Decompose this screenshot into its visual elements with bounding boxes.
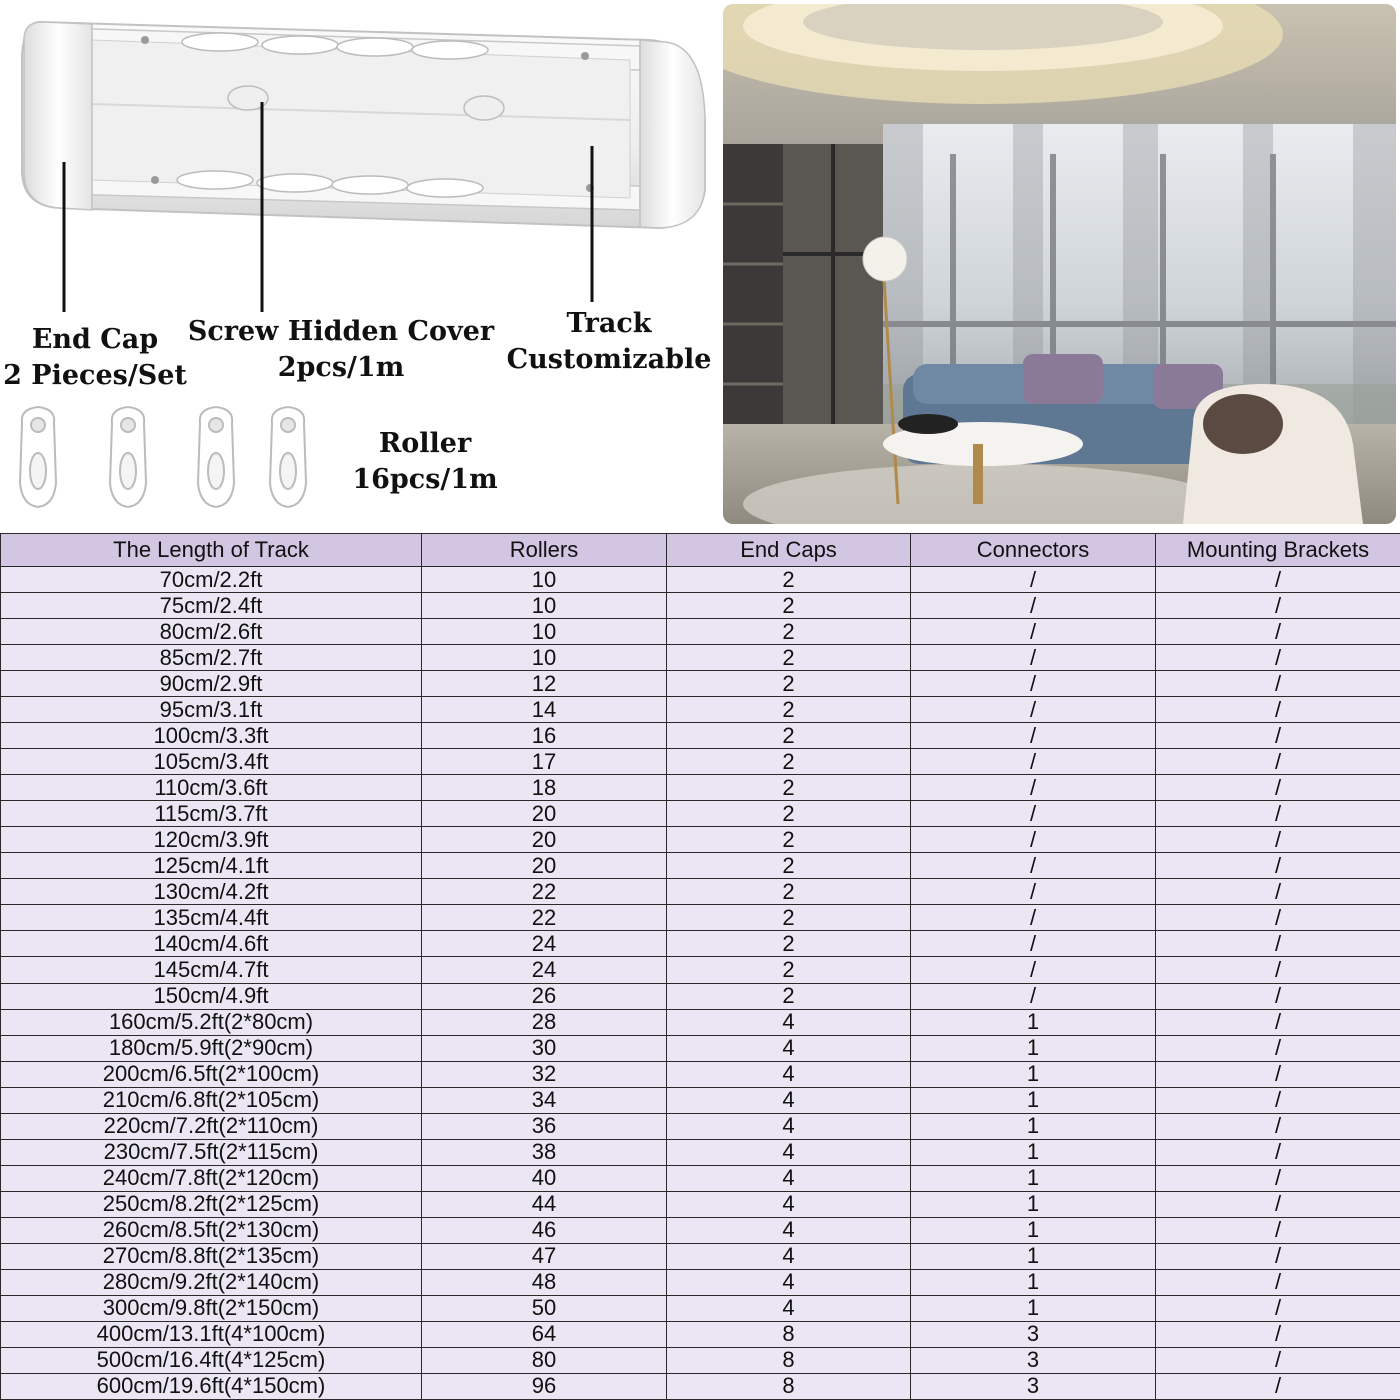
cell-end-caps: 2 bbox=[667, 931, 911, 957]
cell-length: 230cm/7.5ft(2*115cm) bbox=[1, 1139, 422, 1165]
cell-mounting-brackets: / bbox=[1156, 723, 1400, 749]
cell-mounting-brackets: / bbox=[1156, 1165, 1400, 1191]
cell-end-caps: 2 bbox=[667, 905, 911, 931]
cell-connectors: 1 bbox=[911, 1165, 1156, 1191]
cell-rollers: 10 bbox=[422, 645, 667, 671]
cell-length: 250cm/8.2ft(2*125cm) bbox=[1, 1191, 422, 1217]
cell-rollers: 64 bbox=[422, 1321, 667, 1347]
cell-mounting-brackets: / bbox=[1156, 645, 1400, 671]
cell-end-caps: 2 bbox=[667, 853, 911, 879]
cell-mounting-brackets: / bbox=[1156, 1035, 1400, 1061]
cell-rollers: 20 bbox=[422, 853, 667, 879]
cell-length: 200cm/6.5ft(2*100cm) bbox=[1, 1061, 422, 1087]
cell-connectors: 1 bbox=[911, 1243, 1156, 1269]
table-row bbox=[1, 1035, 1400, 1061]
end-cap-title: End Cap bbox=[31, 324, 159, 355]
cell-length: 135cm/4.4ft bbox=[1, 905, 422, 931]
table-row bbox=[1, 957, 1400, 983]
table-header-row bbox=[1, 534, 1400, 567]
table-row bbox=[1, 775, 1400, 801]
cell-connectors: 1 bbox=[911, 1191, 1156, 1217]
end-cap-left bbox=[24, 22, 92, 210]
track-note: Customizable bbox=[506, 344, 712, 375]
cell-mounting-brackets: / bbox=[1156, 983, 1400, 1009]
table-row bbox=[1, 1191, 1400, 1217]
cell-mounting-brackets: / bbox=[1156, 1087, 1400, 1113]
cell-length: 130cm/4.2ft bbox=[1, 879, 422, 905]
cell-rollers: 10 bbox=[422, 619, 667, 645]
cell-connectors: / bbox=[911, 723, 1156, 749]
table-row bbox=[1, 801, 1400, 827]
cell-mounting-brackets: / bbox=[1156, 827, 1400, 853]
cell-rollers: 44 bbox=[422, 1191, 667, 1217]
track-label bbox=[500, 306, 718, 378]
cell-end-caps: 2 bbox=[667, 879, 911, 905]
cell-rollers: 40 bbox=[422, 1165, 667, 1191]
end-cap-label bbox=[0, 322, 190, 394]
cell-end-caps: 4 bbox=[667, 1295, 911, 1321]
header-connectors: Connectors bbox=[911, 534, 1156, 567]
cell-length: 210cm/6.8ft(2*105cm) bbox=[1, 1087, 422, 1113]
cell-end-caps: 8 bbox=[667, 1373, 911, 1399]
cell-length: 280cm/9.2ft(2*140cm) bbox=[1, 1269, 422, 1295]
table-row bbox=[1, 853, 1400, 879]
table-row bbox=[1, 723, 1400, 749]
cell-length: 90cm/2.9ft bbox=[1, 671, 422, 697]
cell-end-caps: 2 bbox=[667, 671, 911, 697]
cell-length: 300cm/9.8ft(2*150cm) bbox=[1, 1295, 422, 1321]
cell-length: 125cm/4.1ft bbox=[1, 853, 422, 879]
cell-mounting-brackets: / bbox=[1156, 1295, 1400, 1321]
cell-length: 400cm/13.1ft(4*100cm) bbox=[1, 1321, 422, 1347]
screw-cover-quantity: 2pcs/1m bbox=[277, 352, 405, 383]
cell-connectors: / bbox=[911, 853, 1156, 879]
cell-rollers: 12 bbox=[422, 671, 667, 697]
table-row bbox=[1, 1295, 1400, 1321]
cell-rollers: 22 bbox=[422, 879, 667, 905]
roller-title: Roller bbox=[378, 428, 472, 459]
cell-rollers: 10 bbox=[422, 593, 667, 619]
table-row bbox=[1, 905, 1400, 931]
cell-mounting-brackets: / bbox=[1156, 1217, 1400, 1243]
spec-table bbox=[0, 533, 1400, 1400]
header-length: The Length of Track bbox=[1, 534, 422, 567]
cell-end-caps: 4 bbox=[667, 1191, 911, 1217]
cell-length: 600cm/19.6ft(4*150cm) bbox=[1, 1373, 422, 1399]
cell-length: 85cm/2.7ft bbox=[1, 645, 422, 671]
cell-end-caps: 4 bbox=[667, 1139, 911, 1165]
header-rollers: Rollers bbox=[422, 534, 667, 567]
cell-rollers: 32 bbox=[422, 1061, 667, 1087]
table-row bbox=[1, 645, 1400, 671]
table-row bbox=[1, 619, 1400, 645]
cell-rollers: 48 bbox=[422, 1269, 667, 1295]
cell-connectors: / bbox=[911, 567, 1156, 593]
cell-length: 95cm/3.1ft bbox=[1, 697, 422, 723]
table-body bbox=[1, 567, 1400, 1400]
cell-end-caps: 2 bbox=[667, 593, 911, 619]
cell-length: 260cm/8.5ft(2*130cm) bbox=[1, 1217, 422, 1243]
cell-rollers: 20 bbox=[422, 827, 667, 853]
cell-end-caps: 2 bbox=[667, 801, 911, 827]
table-row bbox=[1, 931, 1400, 957]
cell-end-caps: 2 bbox=[667, 619, 911, 645]
cell-length: 220cm/7.2ft(2*110cm) bbox=[1, 1113, 422, 1139]
cell-end-caps: 2 bbox=[667, 749, 911, 775]
cell-end-caps: 2 bbox=[667, 645, 911, 671]
cell-mounting-brackets: / bbox=[1156, 1243, 1400, 1269]
table-row bbox=[1, 1009, 1400, 1035]
cell-length: 150cm/4.9ft bbox=[1, 983, 422, 1009]
cell-connectors: / bbox=[911, 749, 1156, 775]
cell-end-caps: 2 bbox=[667, 697, 911, 723]
cell-rollers: 18 bbox=[422, 775, 667, 801]
cell-mounting-brackets: / bbox=[1156, 671, 1400, 697]
living-room-illustration bbox=[723, 4, 1396, 524]
cell-connectors: / bbox=[911, 697, 1156, 723]
header-mounting-brackets: Mounting Brackets bbox=[1156, 534, 1400, 567]
cell-end-caps: 4 bbox=[667, 1217, 911, 1243]
table-row bbox=[1, 1087, 1400, 1113]
cell-connectors: / bbox=[911, 593, 1156, 619]
cell-mounting-brackets: / bbox=[1156, 1113, 1400, 1139]
cell-mounting-brackets: / bbox=[1156, 801, 1400, 827]
cell-length: 75cm/2.4ft bbox=[1, 593, 422, 619]
table-row bbox=[1, 983, 1400, 1009]
cell-mounting-brackets: / bbox=[1156, 1191, 1400, 1217]
table-row bbox=[1, 1269, 1400, 1295]
cell-connectors: 1 bbox=[911, 1061, 1156, 1087]
cell-mounting-brackets: / bbox=[1156, 879, 1400, 905]
cell-end-caps: 4 bbox=[667, 1087, 911, 1113]
table-row bbox=[1, 1217, 1400, 1243]
cell-length: 80cm/2.6ft bbox=[1, 619, 422, 645]
roller-icons bbox=[0, 405, 330, 515]
table-row bbox=[1, 1373, 1400, 1399]
table-row bbox=[1, 1321, 1400, 1347]
cell-length: 140cm/4.6ft bbox=[1, 931, 422, 957]
cell-mounting-brackets: / bbox=[1156, 1009, 1400, 1035]
cell-connectors: 1 bbox=[911, 1009, 1156, 1035]
table-row bbox=[1, 879, 1400, 905]
cell-connectors: 3 bbox=[911, 1373, 1156, 1399]
cell-connectors: 1 bbox=[911, 1113, 1156, 1139]
roller-quantity: 16pcs/1m bbox=[352, 464, 498, 495]
cell-mounting-brackets: / bbox=[1156, 957, 1400, 983]
cell-rollers: 30 bbox=[422, 1035, 667, 1061]
table-row bbox=[1, 1139, 1400, 1165]
table-row bbox=[1, 1061, 1400, 1087]
cell-connectors: / bbox=[911, 775, 1156, 801]
cell-connectors: / bbox=[911, 905, 1156, 931]
screw-cover-label bbox=[182, 314, 500, 386]
screw-cover-title: Screw Hidden Cover bbox=[187, 316, 495, 347]
cell-length: 100cm/3.3ft bbox=[1, 723, 422, 749]
cell-length: 500cm/16.4ft(4*125cm) bbox=[1, 1347, 422, 1373]
cell-mounting-brackets: / bbox=[1156, 1139, 1400, 1165]
cell-connectors: 1 bbox=[911, 1217, 1156, 1243]
living-room-photo bbox=[723, 4, 1396, 524]
table-row bbox=[1, 1347, 1400, 1373]
cell-connectors: 1 bbox=[911, 1295, 1156, 1321]
cell-connectors: / bbox=[911, 801, 1156, 827]
cell-length: 180cm/5.9ft(2*90cm) bbox=[1, 1035, 422, 1061]
table-row bbox=[1, 671, 1400, 697]
header-end-caps: End Caps bbox=[667, 534, 911, 567]
cell-rollers: 24 bbox=[422, 957, 667, 983]
end-cap-right bbox=[640, 40, 705, 228]
cell-end-caps: 2 bbox=[667, 567, 911, 593]
cell-end-caps: 4 bbox=[667, 1035, 911, 1061]
cell-connectors: / bbox=[911, 957, 1156, 983]
cell-length: 115cm/3.7ft bbox=[1, 801, 422, 827]
cell-connectors: / bbox=[911, 879, 1156, 905]
cell-connectors: / bbox=[911, 645, 1156, 671]
cell-connectors: / bbox=[911, 931, 1156, 957]
cell-end-caps: 4 bbox=[667, 1269, 911, 1295]
cell-mounting-brackets: / bbox=[1156, 905, 1400, 931]
table-row bbox=[1, 1113, 1400, 1139]
cell-mounting-brackets: / bbox=[1156, 567, 1400, 593]
cell-end-caps: 4 bbox=[667, 1113, 911, 1139]
cell-connectors: / bbox=[911, 619, 1156, 645]
product-diagram bbox=[0, 0, 718, 530]
table-row bbox=[1, 593, 1400, 619]
cell-rollers: 80 bbox=[422, 1347, 667, 1373]
cell-mounting-brackets: / bbox=[1156, 853, 1400, 879]
table-row bbox=[1, 697, 1400, 723]
cell-length: 110cm/3.6ft bbox=[1, 775, 422, 801]
cell-rollers: 34 bbox=[422, 1087, 667, 1113]
cell-rollers: 22 bbox=[422, 905, 667, 931]
table-row bbox=[1, 1165, 1400, 1191]
cell-connectors: / bbox=[911, 827, 1156, 853]
track-title: Track bbox=[566, 308, 652, 339]
cell-end-caps: 4 bbox=[667, 1009, 911, 1035]
cell-length: 120cm/3.9ft bbox=[1, 827, 422, 853]
cell-rollers: 38 bbox=[422, 1139, 667, 1165]
cell-rollers: 10 bbox=[422, 567, 667, 593]
cell-end-caps: 2 bbox=[667, 957, 911, 983]
cell-mounting-brackets: / bbox=[1156, 931, 1400, 957]
roller-label bbox=[340, 426, 510, 498]
cell-end-caps: 4 bbox=[667, 1165, 911, 1191]
cell-connectors: 1 bbox=[911, 1139, 1156, 1165]
cell-length: 270cm/8.8ft(2*135cm) bbox=[1, 1243, 422, 1269]
cell-length: 160cm/5.2ft(2*80cm) bbox=[1, 1009, 422, 1035]
cell-connectors: 3 bbox=[911, 1347, 1156, 1373]
table-row bbox=[1, 827, 1400, 853]
cell-mounting-brackets: / bbox=[1156, 1373, 1400, 1399]
cell-rollers: 46 bbox=[422, 1217, 667, 1243]
cell-rollers: 14 bbox=[422, 697, 667, 723]
cell-connectors: 3 bbox=[911, 1321, 1156, 1347]
cell-mounting-brackets: / bbox=[1156, 1321, 1400, 1347]
cell-mounting-brackets: / bbox=[1156, 1347, 1400, 1373]
cell-mounting-brackets: / bbox=[1156, 775, 1400, 801]
cell-rollers: 20 bbox=[422, 801, 667, 827]
cell-length: 145cm/4.7ft bbox=[1, 957, 422, 983]
cell-length: 240cm/7.8ft(2*120cm) bbox=[1, 1165, 422, 1191]
table-row bbox=[1, 1243, 1400, 1269]
cell-rollers: 28 bbox=[422, 1009, 667, 1035]
cell-mounting-brackets: / bbox=[1156, 697, 1400, 723]
cell-mounting-brackets: / bbox=[1156, 593, 1400, 619]
cell-end-caps: 8 bbox=[667, 1321, 911, 1347]
cell-rollers: 16 bbox=[422, 723, 667, 749]
cell-connectors: / bbox=[911, 983, 1156, 1009]
cell-end-caps: 8 bbox=[667, 1347, 911, 1373]
screw-cover-2 bbox=[464, 96, 504, 120]
cell-rollers: 36 bbox=[422, 1113, 667, 1139]
cell-mounting-brackets: / bbox=[1156, 1269, 1400, 1295]
cell-rollers: 96 bbox=[422, 1373, 667, 1399]
cell-rollers: 17 bbox=[422, 749, 667, 775]
cell-end-caps: 4 bbox=[667, 1061, 911, 1087]
cell-rollers: 24 bbox=[422, 931, 667, 957]
cell-end-caps: 4 bbox=[667, 1243, 911, 1269]
cell-rollers: 26 bbox=[422, 983, 667, 1009]
cell-connectors: 1 bbox=[911, 1269, 1156, 1295]
cell-end-caps: 2 bbox=[667, 827, 911, 853]
cell-rollers: 50 bbox=[422, 1295, 667, 1321]
table-row bbox=[1, 749, 1400, 775]
cell-connectors: 1 bbox=[911, 1035, 1156, 1061]
cell-end-caps: 2 bbox=[667, 775, 911, 801]
cell-mounting-brackets: / bbox=[1156, 619, 1400, 645]
cell-rollers: 47 bbox=[422, 1243, 667, 1269]
cell-end-caps: 2 bbox=[667, 983, 911, 1009]
cell-length: 70cm/2.2ft bbox=[1, 567, 422, 593]
cell-mounting-brackets: / bbox=[1156, 1061, 1400, 1087]
table-row bbox=[1, 567, 1400, 593]
cell-mounting-brackets: / bbox=[1156, 749, 1400, 775]
cell-length: 105cm/3.4ft bbox=[1, 749, 422, 775]
cell-connectors: 1 bbox=[911, 1087, 1156, 1113]
cell-connectors: / bbox=[911, 671, 1156, 697]
cell-end-caps: 2 bbox=[667, 723, 911, 749]
end-cap-quantity: 2 Pieces/Set bbox=[3, 360, 187, 391]
